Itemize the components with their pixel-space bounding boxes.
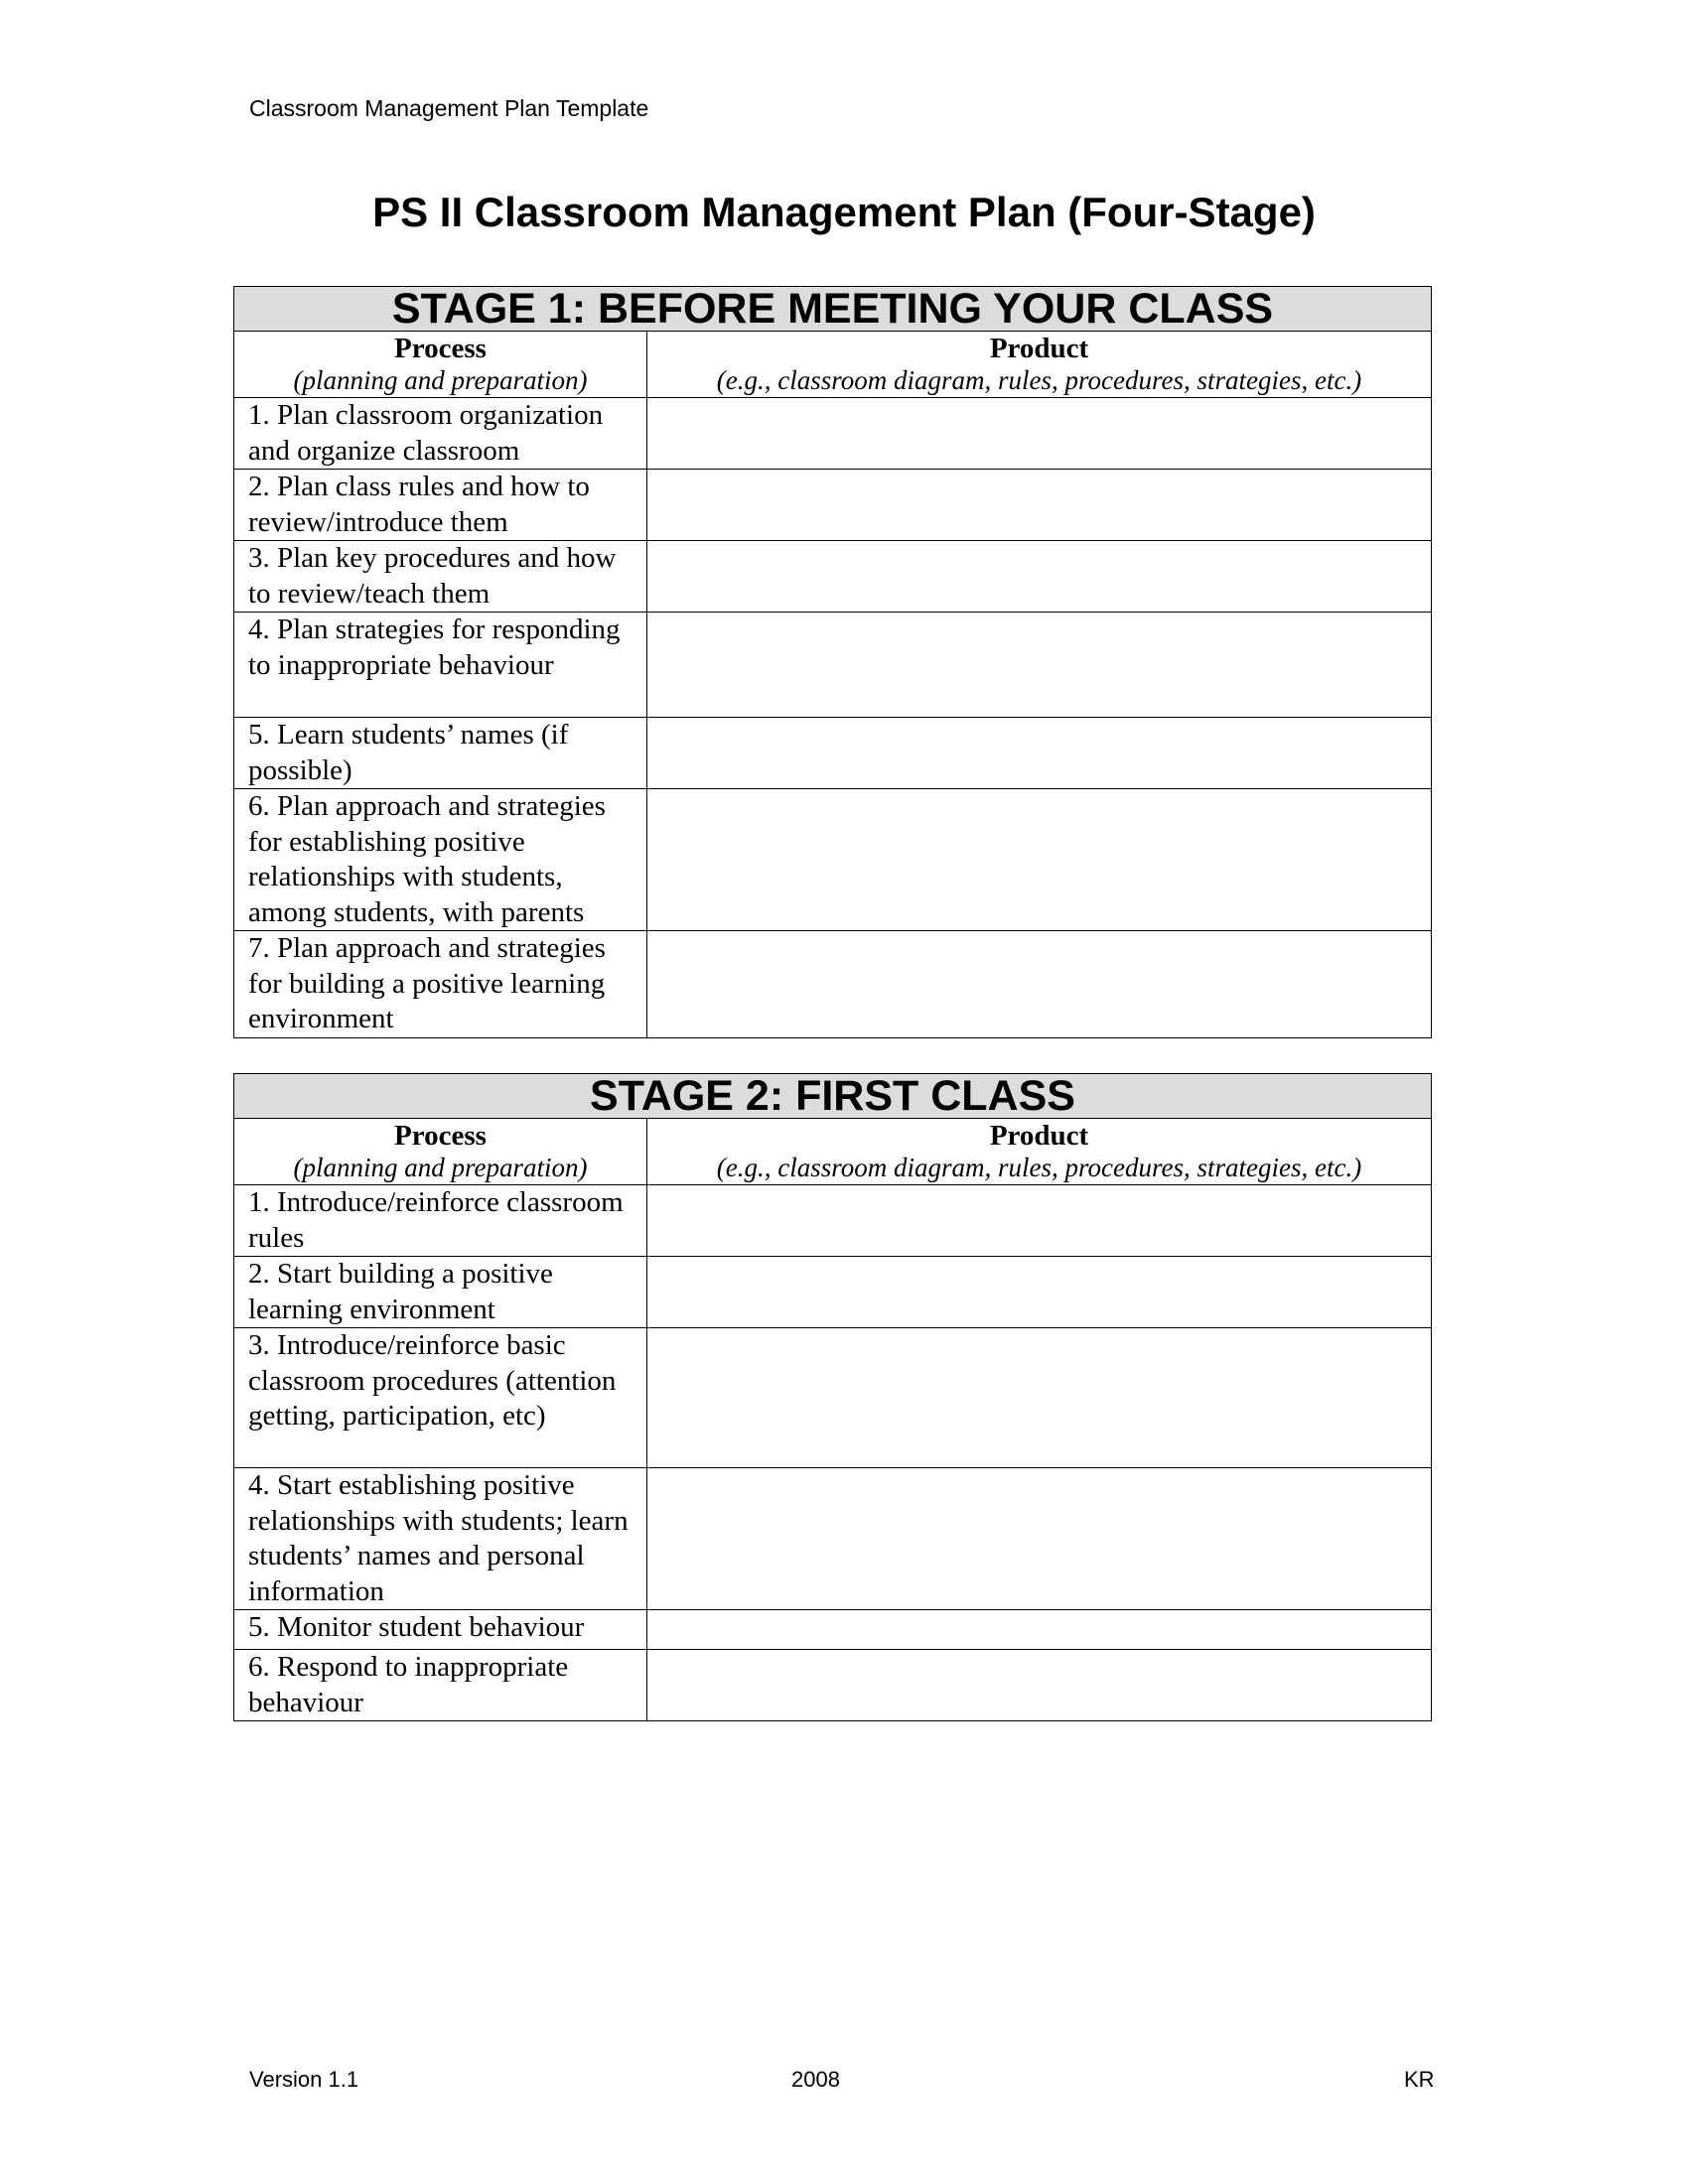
- table-row: [234, 613, 1432, 718]
- product-cell[interactable]: [647, 1610, 1432, 1650]
- product-cell[interactable]: [647, 613, 1432, 718]
- table-row: [234, 470, 1432, 541]
- product-cell[interactable]: [647, 931, 1432, 1038]
- product-cell[interactable]: [647, 470, 1432, 541]
- table-row: [234, 1650, 1432, 1721]
- product-cell[interactable]: [647, 1650, 1432, 1721]
- process-header-label: Process: [394, 333, 487, 364]
- process-cell: 3. Introduce/reinforce basic classroom procedures (attention getting, participation, etc): [234, 1328, 647, 1468]
- process-cell: 2. Plan class rules and how to review/introduce them: [234, 470, 647, 541]
- table-row: [234, 1468, 1432, 1610]
- process-cell: 2. Start building a positive learning environment: [234, 1257, 647, 1328]
- process-column-header: [234, 1119, 647, 1185]
- process-header-label: Process: [394, 1120, 487, 1152]
- process-cell: 5. Learn students’ names (if possible): [234, 718, 647, 789]
- stage-2-title: STAGE 2: FIRST CLASS: [234, 1074, 1432, 1119]
- footer-version: Version 1.1: [249, 2067, 359, 2092]
- product-column-header: [647, 1119, 1432, 1185]
- running-header: Classroom Management Plan Template: [249, 95, 649, 121]
- stage-1-title: STAGE 1: BEFORE MEETING YOUR CLASS: [234, 287, 1432, 332]
- footer-year: 2008: [791, 2067, 840, 2092]
- table-row: [234, 1185, 1432, 1257]
- product-cell[interactable]: [647, 789, 1432, 931]
- footer-author: KR: [1404, 2067, 1435, 2092]
- process-cell: 6. Respond to inappropriate behaviour: [234, 1650, 647, 1721]
- table-row: [234, 1257, 1432, 1328]
- process-header-subtitle: (planning and preparation): [293, 1153, 588, 1182]
- product-cell[interactable]: [647, 541, 1432, 613]
- process-cell: 4. Plan strategies for responding to inappropriate behaviour: [234, 613, 647, 718]
- process-cell: 1. Plan classroom organization and organize classroom: [234, 398, 647, 470]
- stage-2-table: [233, 1073, 1432, 1721]
- product-header-subtitle: (e.g., classroom diagram, rules, procedures, strategies, etc.): [716, 365, 1362, 395]
- process-cell: 3. Plan key procedures and how to review/teach them: [234, 541, 647, 613]
- process-cell: 1. Introduce/reinforce classroom rules: [234, 1185, 647, 1257]
- product-header-label: Product: [989, 1120, 1089, 1152]
- table-row: [234, 398, 1432, 470]
- table-row: [234, 541, 1432, 613]
- product-cell[interactable]: [647, 1185, 1432, 1257]
- product-cell[interactable]: [647, 718, 1432, 789]
- product-header-label: Product: [989, 333, 1089, 364]
- product-cell[interactable]: [647, 1468, 1432, 1610]
- process-cell: 4. Start establishing positive relationships with students; learn students’ names and personal information: [234, 1468, 647, 1610]
- table-row: [234, 931, 1432, 1038]
- product-header-subtitle: (e.g., classroom diagram, rules, procedures, strategies, etc.): [716, 1153, 1362, 1182]
- process-cell: 6. Plan approach and strategies for establishing positive relationships with students, among students, with parents: [234, 789, 647, 931]
- table-row: [234, 1610, 1432, 1650]
- stage-1-table: [233, 286, 1432, 1038]
- document-title: PS II Classroom Management Plan (Four-Stage): [372, 189, 1316, 235]
- table-row: [234, 718, 1432, 789]
- product-column-header: [647, 332, 1432, 398]
- product-cell[interactable]: [647, 398, 1432, 470]
- process-header-subtitle: (planning and preparation): [293, 365, 588, 395]
- table-row: [234, 1328, 1432, 1468]
- process-cell: 5. Monitor student behaviour: [234, 1610, 647, 1650]
- product-cell[interactable]: [647, 1257, 1432, 1328]
- table-row: [234, 789, 1432, 931]
- product-cell[interactable]: [647, 1328, 1432, 1468]
- process-cell: 7. Plan approach and strategies for building a positive learning environment: [234, 931, 647, 1038]
- process-column-header: [234, 332, 647, 398]
